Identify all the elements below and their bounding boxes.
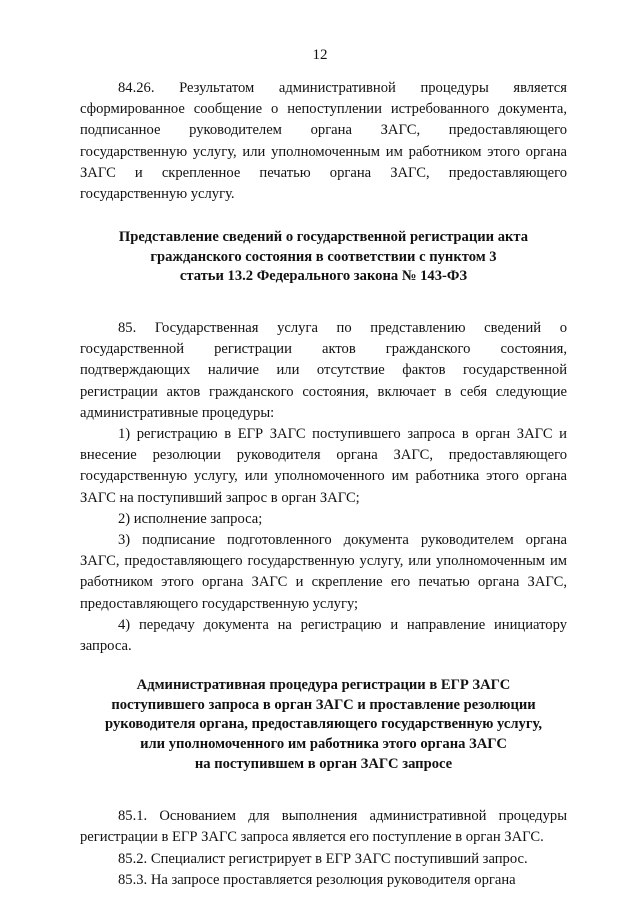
heading-line: гражданского состояния в соответствии с пунктом 3 — [150, 248, 497, 265]
page-number: 12 — [312, 47, 328, 63]
list-item: 1) регистрацию в ЕГР ЗАГС поступившего запроса в орган ЗАГС и внесение резолюции руководителя органа ЗАГС, предоставляющего государственную услугу, или уполномоченного им работника этого органа ЗАГС на поступивший запрос в орган ЗАГС; — [80, 426, 567, 506]
list-item: 2) исполнение запроса; — [118, 510, 263, 527]
list-item: 3) подписание подготовленного документа руководителем органа ЗАГС, предоставляющего государственную услугу, или уполномоченным им работником этого органа ЗАГС и скрепление его печатью органа ЗАГС, предоставляющего государственную услугу; — [80, 532, 567, 612]
document-body — [80, 78, 567, 891]
paragraph-85-2: 85.2. Специалист регистрирует в ЕГР ЗАГС поступивший запрос. — [118, 850, 528, 867]
heading-line: или уполномоченного им работника этого органа ЗАГС — [140, 736, 507, 753]
section-heading-2 — [80, 676, 567, 774]
paragraph-84-26: 84.26. Результатом административной процедуры является сформированное сообщение о непоступлении истребованного документа, подписанное руководителем органа ЗАГС, предоставляющего государственную услугу, или уполномоченным им работником этого органа ЗАГС и скрепленное печатью органа ЗАГС, предоставляющего государственную услугу. — [80, 80, 567, 203]
heading-line: Административная процедура регистрации в ЕГР ЗАГС — [136, 677, 511, 694]
section-heading-1 — [80, 228, 567, 287]
heading-line: статьи 13.2 Федерального закона № 143-ФЗ — [179, 268, 468, 285]
paragraph-85-3: 85.3. На запросе проставляется резолюция руководителя органа — [118, 871, 516, 888]
heading-line: поступившего запроса в орган ЗАГС и проставление резолюции — [111, 696, 536, 713]
heading-line: Представление сведений о государственной регистрации акта — [118, 229, 529, 246]
heading-line: руководителя органа, предоставляющего государственную услугу, — [105, 716, 542, 733]
heading-line: на поступившем в орган ЗАГС запросе — [194, 755, 453, 772]
paragraph-85-1: 85.1. Основанием для выполнения административной процедуры регистрации в ЕГР ЗАГС запроса является его поступление в орган ЗАГС. — [80, 808, 567, 846]
paragraph-85: 85. Государственная услуга по представлению сведений о государственной регистрации актов гражданского состояния, подтверждающих наличие или отсутствие фактов государственной регистрации актов гражданского состояния, включает в себя следующие административные процедуры: — [80, 320, 567, 421]
list-item: 4) передачу документа на регистрацию и направление инициатору запроса. — [80, 616, 567, 655]
